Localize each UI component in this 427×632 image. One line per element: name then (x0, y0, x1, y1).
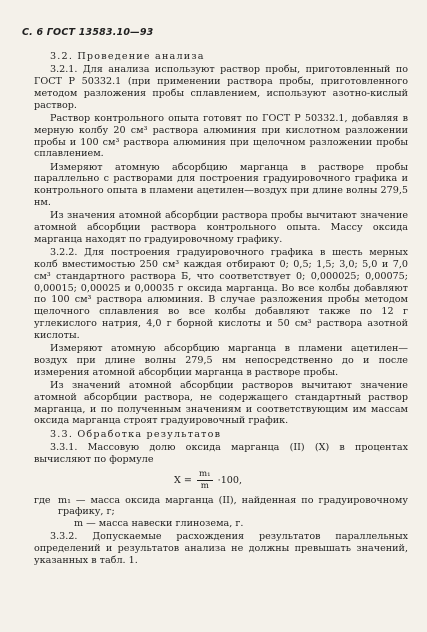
formula-rhs: ·100, (217, 474, 243, 486)
section-3-3-heading: 3.3. Обработка результатов (50, 428, 222, 440)
formula-fraction (197, 469, 213, 492)
page-header: С. 6 ГОСТ 13583.10—93 (22, 27, 154, 38)
formula-numerator: m₁ (198, 468, 211, 479)
where-lead: где (34, 494, 51, 506)
where-m1-definition: m₁ — масса оксида марганца (II), найденная по градуировочному графику, г; (58, 494, 408, 518)
paragraph-control-solution: Раствор контрольного опыта готовят по ГОСТ Р 50332.1, добавляя в мерную колбу 20 см³ раствора алюминия при кислотном разложении пробы и 100 см³ раствора алюминия при щелочном разложении пробы сплавлением. (34, 112, 408, 160)
paragraph-3-2-1: 3.2.1. Для анализа используют раствор пробы, приготовленный по ГОСТ Р 50332.1 (при применении раствора пробы, приготовленного методом разложения пробы сплавлением, используют азотно-кислый раствор. (34, 64, 408, 111)
section-3-2-heading: 3.2. Проведение анализа (50, 51, 205, 62)
document-body (34, 51, 408, 568)
formula (34, 469, 408, 492)
paragraph-measure-before-after: Измеряют атомную абсорбцию марганца в пламени ацетилен—воздух при длине волны 279,5 нм непосредственно до и после измерения атомной абсорбции марганца в растворе пробы. (34, 343, 408, 378)
paragraph-subtract-control: Из значения атомной абсорбции раствора пробы вычитают значение атомной абсорбции раствора контрольного опыта. Массу оксида марганца находят по градуировочному графику. (34, 210, 408, 245)
paragraph-3-3-1: 3.3.1. Массовую долю оксида марганца (II) (X) в процентах вычисляют по формуле (34, 442, 408, 465)
where-m-definition: m — масса навески глинозема, г. (74, 518, 244, 530)
paragraph-3-2-2: 3.2.2. Для построения градуировочного графика в шесть мерных колб вместимостью 250 см³ каждая отбирают 0; 0,5; 1,5; 3,0; 5,0 и 7,0 см³ стандартного раствора Б, что соответствует 0; 0,000025; 0,00075; 0,00015; 0,00025 и 0,00035 г оксида марганца. Во все колбы добавляют по 100 см³ раствора алюминия. В случае разложения пробы методом щелочного сплавления во все колбы добавляют также по 12 г углекислого натрия, 4,0 г борной кислоты и 50 см³ раствора азотной кислоты. (34, 247, 408, 341)
paragraph-measure-absorption: Измеряют атомную абсорбцию марганца в растворе пробы параллельно с растворами для построения градуировочного графика и контрольного опыта в пламени ацетилен—воздух при длине волны 279,5 нм. (34, 161, 408, 209)
where-block (34, 495, 408, 519)
paragraph-build-graph: Из значений атомной абсорбции растворов вычитают значение атомной абсорбции раствора, не содержащего стандартный раствор марганца, и по полученным значениям и соответствующим им массам оксида марганца строят градуировочный график. (34, 380, 408, 427)
paragraph-3-3-2: 3.3.2. Допускаемые расхождения результатов параллельных определений и результатов анализа не должны превышать значений, указанных в табл. 1. (34, 531, 408, 567)
formula-lhs: X = (174, 474, 192, 486)
formula-denominator: m (200, 480, 209, 491)
